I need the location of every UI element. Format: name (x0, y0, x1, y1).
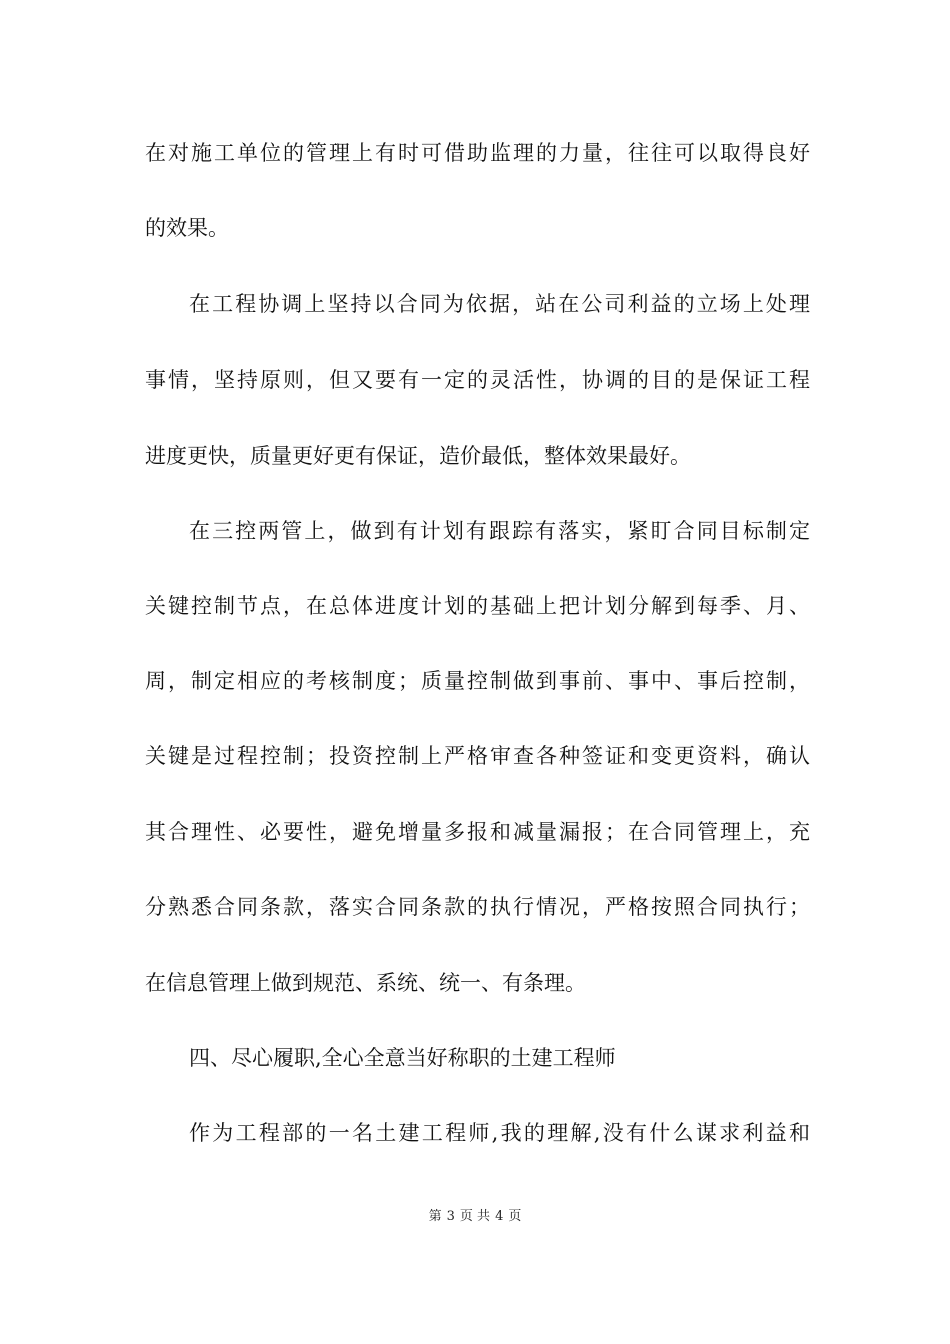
text-line-2: 的效果。 (145, 216, 229, 240)
text-line-3: 在工程协调上坚持以合同为依据，站在公司利益的立场上处理 (189, 292, 810, 316)
text-line-7: 关键控制节点，在总体进度计划的基础上把计划分解到每季、月、 (145, 594, 810, 618)
text-line-10: 其合理性、必要性，避免增量多报和减量漏报；在合同管理上，充 (145, 820, 810, 844)
text-line-11: 分熟悉合同条款，落实合同条款的执行情况，严格按照合同执行； (145, 895, 810, 919)
text-line-12: 在信息管理上做到规范、系统、统一、有条理。 (145, 971, 586, 995)
footer-total-pages: 4 (495, 1209, 504, 1224)
text-line-5: 进度更快，质量更好更有保证，造价最低，整体效果最好。 (145, 444, 691, 468)
text-line-8: 周，制定相应的考核制度；质量控制做到事前、事中、事后控制， (145, 669, 810, 693)
footer-suffix: 页 (508, 1209, 522, 1224)
text-line-14: 作为工程部的一名土建工程师,我的理解,没有什么谋求利益和 (189, 1121, 810, 1145)
footer-prefix: 第 (428, 1209, 442, 1224)
text-line-4: 事情，坚持原则，但又要有一定的灵活性，协调的目的是保证工程 (145, 368, 810, 392)
text-line-9: 关键是过程控制；投资控制上严格审查各种签证和变更资料，确认 (145, 744, 810, 768)
page-footer (0, 1208, 950, 1226)
text-line-6: 在三控两管上，做到有计划有跟踪有落实，紧盯合同目标制定 (189, 519, 810, 543)
section-heading: 四、尽心履职,全心全意当好称职的土建工程师 (189, 1046, 616, 1070)
footer-middle: 页 共 (459, 1209, 491, 1224)
text-line-1: 在对施工单位的管理上有时可借助监理的力量，往往可以取得良好 (145, 141, 810, 165)
footer-page-number: 3 (446, 1209, 455, 1224)
